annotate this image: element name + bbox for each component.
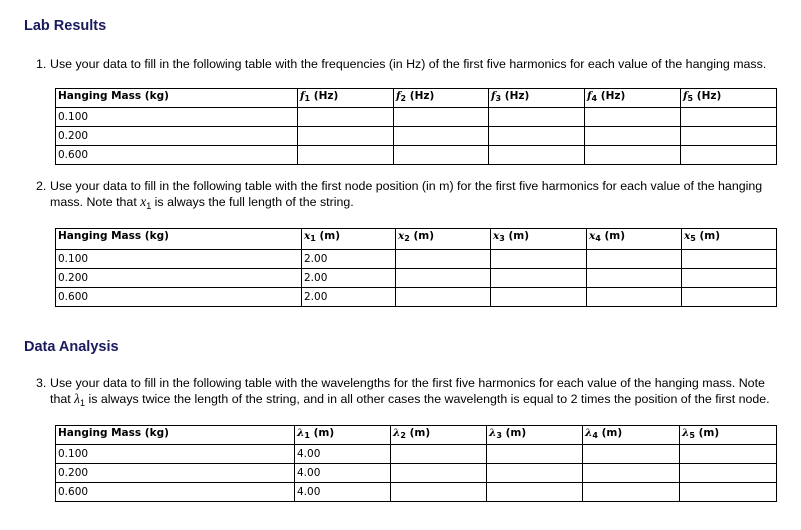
value-cell[interactable]: 2.00 <box>302 288 396 307</box>
variable-symbol: f <box>491 90 496 102</box>
value-cell[interactable] <box>583 464 680 483</box>
column-header-harmonic-2 <box>391 426 487 445</box>
value-cell[interactable] <box>489 146 585 165</box>
unit-label: (m) <box>501 427 527 439</box>
variable-symbol: λ <box>682 427 690 439</box>
value-cell[interactable] <box>583 445 680 464</box>
value-cell[interactable] <box>298 127 394 146</box>
variable-subscript: 4 <box>592 431 598 440</box>
mass-cell: 0.600 <box>56 288 302 307</box>
mass-cell: 0.200 <box>56 127 298 146</box>
variable-subscript: 2 <box>404 234 410 243</box>
value-cell[interactable]: 4.00 <box>295 464 391 483</box>
column-header-harmonic-5 <box>680 426 777 445</box>
value-cell[interactable] <box>587 269 682 288</box>
lab-results-heading: Lab Results <box>24 18 107 34</box>
column-header-harmonic-4 <box>585 89 681 108</box>
question-text: Use your data to fill in the following table with the frequencies (in Hz) of the first five harmonics for each value of the hanging mass. <box>50 57 767 71</box>
question-text: Use your data to fill in the following table with the first node position (in m) for the first five harmonics for each value of the hanging mass. Note that $x_1$ is always the full length of the string. <box>50 179 763 211</box>
value-cell[interactable] <box>396 269 491 288</box>
column-header-harmonic-4 <box>587 229 682 250</box>
table-row <box>56 464 777 483</box>
unit-label: (m) <box>405 427 431 439</box>
variable-subscript: 4 <box>595 234 601 243</box>
variable-symbol: x <box>589 230 596 242</box>
value-cell[interactable] <box>298 146 394 165</box>
variable-subscript: 3 <box>496 431 502 440</box>
table-row <box>56 269 777 288</box>
value-cell[interactable]: 2.00 <box>302 250 396 269</box>
table-row <box>56 445 777 464</box>
variable-symbol: x <box>304 230 311 242</box>
variable-subscript: 3 <box>495 94 502 103</box>
question-text: Use your data to fill in the following table with the wavelengths for the first five harmonics for each value of the hanging mass. Note that $\lambda_1$ is always twice the length of the string, and in all other cases the wavelength is equal to 2 times the position of the first node. <box>50 376 770 408</box>
variable-symbol: f <box>300 90 305 102</box>
mass-cell: 0.200 <box>56 269 302 288</box>
value-cell[interactable] <box>487 464 583 483</box>
unit-label: (m) <box>597 427 623 439</box>
column-header-harmonic-3 <box>489 89 585 108</box>
value-cell[interactable] <box>680 483 777 502</box>
column-header-harmonic-3 <box>487 426 583 445</box>
data-analysis-heading: Data Analysis <box>24 339 119 355</box>
value-cell[interactable] <box>396 250 491 269</box>
table-row <box>56 127 777 146</box>
value-cell[interactable] <box>681 108 777 127</box>
value-cell[interactable] <box>682 250 777 269</box>
question-number: 3. <box>36 376 47 390</box>
unit-label: (m) <box>600 230 626 242</box>
value-cell[interactable]: 4.00 <box>295 445 391 464</box>
unit-label: (Hz) <box>406 90 435 102</box>
table-row <box>56 146 777 165</box>
column-header-harmonic-5 <box>682 229 777 250</box>
value-cell[interactable] <box>680 464 777 483</box>
table-row <box>56 483 777 502</box>
column-header-harmonic-4 <box>583 426 680 445</box>
variable-subscript: 1 <box>304 94 311 103</box>
value-cell[interactable] <box>587 250 682 269</box>
value-cell[interactable] <box>587 288 682 307</box>
unit-label: (m) <box>315 230 341 242</box>
wavelength-table <box>55 425 777 502</box>
value-cell[interactable] <box>298 108 394 127</box>
variable-symbol: λ <box>297 427 305 439</box>
value-cell[interactable] <box>585 108 681 127</box>
unit-label: (m) <box>694 427 720 439</box>
table-row <box>56 288 777 307</box>
value-cell[interactable] <box>491 250 587 269</box>
value-cell[interactable] <box>489 127 585 146</box>
table-header-row <box>56 229 777 250</box>
table-row <box>56 108 777 127</box>
variable-subscript: 1 <box>304 431 310 440</box>
unit-label: (Hz) <box>501 90 530 102</box>
mass-cell: 0.600 <box>56 146 298 165</box>
variable-subscript: 1 <box>79 398 85 408</box>
mass-cell: 0.200 <box>56 464 295 483</box>
variable-symbol: x <box>684 230 691 242</box>
value-cell[interactable]: 2.00 <box>302 269 396 288</box>
value-cell[interactable] <box>491 288 587 307</box>
table-header-row <box>56 426 777 445</box>
variable-subscript: 2 <box>400 94 407 103</box>
value-cell[interactable] <box>585 127 681 146</box>
value-cell[interactable] <box>680 445 777 464</box>
variable-subscript: 5 <box>687 94 694 103</box>
value-cell[interactable] <box>491 269 587 288</box>
unit-label: (m) <box>504 230 530 242</box>
variable-symbol: λ <box>74 391 80 406</box>
column-header-harmonic-2 <box>394 89 489 108</box>
value-cell[interactable] <box>489 108 585 127</box>
variable-subscript: 2 <box>400 431 406 440</box>
variable-symbol: f <box>587 90 592 102</box>
variable-subscript: 3 <box>499 234 505 243</box>
mass-cell: 0.100 <box>56 250 302 269</box>
value-cell[interactable] <box>391 464 487 483</box>
value-cell[interactable] <box>396 288 491 307</box>
variable-subscript: 1 <box>146 201 152 211</box>
table-row <box>56 250 777 269</box>
variable-symbol: λ <box>489 427 497 439</box>
column-header-mass: Hanging Mass (kg) <box>56 426 295 445</box>
value-cell[interactable]: 4.00 <box>295 483 391 502</box>
column-header-harmonic-1 <box>295 426 391 445</box>
value-cell[interactable] <box>487 483 583 502</box>
node-position-table <box>55 228 777 307</box>
column-header-mass: Hanging Mass (kg) <box>56 89 298 108</box>
table-header-row <box>56 89 777 108</box>
variable-symbol: f <box>396 90 401 102</box>
variable-symbol: x <box>398 230 405 242</box>
variable-symbol: x <box>140 194 147 209</box>
value-cell[interactable] <box>682 288 777 307</box>
unit-label: (m) <box>409 230 435 242</box>
variable-subscript: 5 <box>690 234 696 243</box>
variable-symbol: λ <box>393 427 401 439</box>
variable-symbol: f <box>683 90 688 102</box>
value-cell[interactable] <box>681 127 777 146</box>
value-cell[interactable] <box>391 445 487 464</box>
question-number: 2. <box>36 179 47 193</box>
value-cell[interactable] <box>394 108 489 127</box>
unit-label: (Hz) <box>693 90 722 102</box>
value-cell[interactable] <box>583 483 680 502</box>
value-cell[interactable] <box>391 483 487 502</box>
unit-label: (m) <box>309 427 335 439</box>
value-cell[interactable] <box>681 146 777 165</box>
mass-cell: 0.100 <box>56 445 295 464</box>
value-cell[interactable] <box>394 146 489 165</box>
variable-symbol: λ <box>585 427 593 439</box>
variable-subscript: 4 <box>591 94 598 103</box>
value-cell[interactable] <box>394 127 489 146</box>
column-header-mass: Hanging Mass (kg) <box>56 229 302 250</box>
unit-label: (Hz) <box>597 90 626 102</box>
column-header-harmonic-2 <box>396 229 491 250</box>
variable-subscript: 5 <box>689 431 695 440</box>
column-header-harmonic-1 <box>302 229 396 250</box>
column-header-harmonic-1 <box>298 89 394 108</box>
frequency-table <box>55 88 777 165</box>
variable-subscript: 1 <box>310 234 316 243</box>
column-header-harmonic-5 <box>681 89 777 108</box>
variable-symbol: x <box>493 230 500 242</box>
column-header-harmonic-3 <box>491 229 587 250</box>
mass-cell: 0.600 <box>56 483 295 502</box>
value-cell[interactable] <box>487 445 583 464</box>
value-cell[interactable] <box>585 146 681 165</box>
unit-label: (Hz) <box>310 90 339 102</box>
question-number: 1. <box>36 57 47 71</box>
unit-label: (m) <box>695 230 721 242</box>
mass-cell: 0.100 <box>56 108 298 127</box>
value-cell[interactable] <box>682 269 777 288</box>
